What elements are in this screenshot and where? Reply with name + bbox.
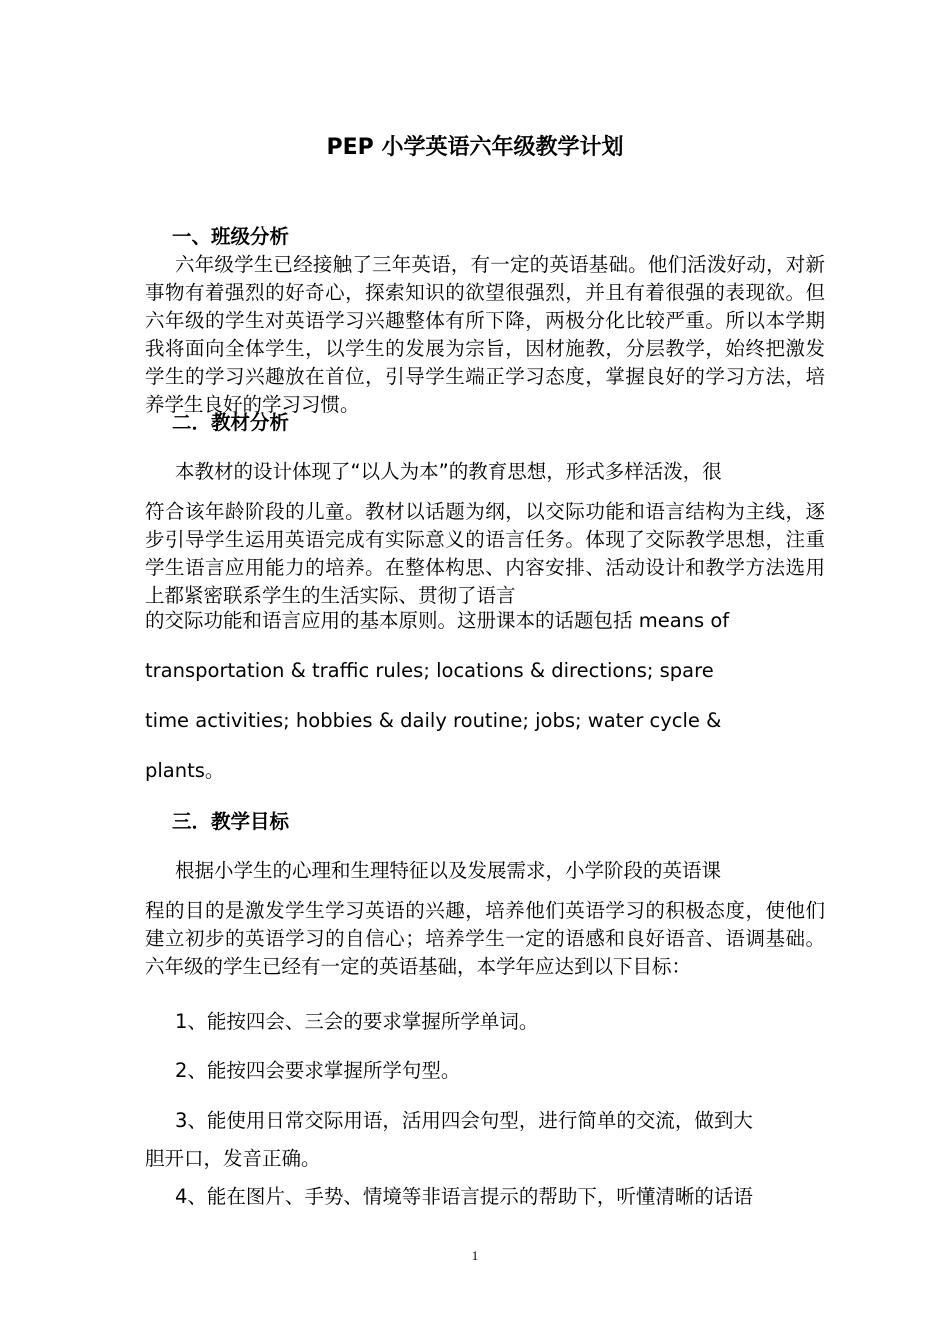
topics-line-3: time activities; hobbies & daily routine; jobs; water cycle &	[145, 709, 722, 732]
topics-line-2: transportation & traffic rules; locations & directions; spare	[145, 659, 714, 682]
page-number: 1	[471, 1248, 479, 1263]
paragraph-goals-body: 程的目的是激发学生学习英语的兴趣，培养他们英语学习的积极态度，使他们建立初步的英语学习的自信心；培养学生一定的语感和良好语音、语调基础。六年级的学生已经有一定的英语基础，本学年应达到以下目标：	[145, 899, 825, 978]
paragraph-textbook-line1: 本教材的设计体现了“以人为本”的教育思想，形式多样活泼，很	[175, 460, 722, 483]
goal-item-3-continued: 胆开口，发音正确。	[145, 1147, 321, 1170]
goal-item-3: 3、能使用日常交际用语，活用四会句型，进行简单的交流，做到大	[175, 1109, 753, 1132]
goal-item-1: 1、能按四会、三会的要求掌握所学单词。	[175, 1010, 539, 1033]
paragraph-class-analysis: 六年级学生已经接触了三年英语，有一定的英语基础。他们活泼好动，对新事物有着强烈的好奇心，探索知识的欲望很强烈，并且有着很强的表现欲。但六年级的学生对英语学习兴趣整体有所下降，两极分化比较严重。所以本学期我将面向全体学生，以学生的发展为宗旨，因材施教，分层教学，始终把激发学生的学习兴趣放在首位，引导学生端正学习态度，掌握良好的学习方法，培养学生良好的学习习惯。	[145, 253, 825, 416]
section-heading-class-analysis: 一、班级分析	[172, 225, 290, 248]
paragraph-goals-line1: 根据小学生的心理和生理特征以及发展需求，小学阶段的英语课	[175, 859, 722, 882]
topics-line-4: plants。	[145, 759, 225, 782]
paragraph-textbook-topics-intro: 的交际功能和语言应用的基本原则。这册课本的话题包括 means of	[145, 609, 730, 632]
document-title: PEP 小学英语六年级教学计划	[326, 135, 624, 160]
section-heading-textbook-analysis: 二．教材分析	[172, 411, 290, 434]
goal-item-4: 4、能在图片、手势、情境等非语言提示的帮助下，听懂清晰的话语	[175, 1185, 753, 1208]
section-heading-teaching-goals: 三．教学目标	[172, 810, 290, 833]
goal-item-2: 2、能按四会要求掌握所学句型。	[175, 1059, 461, 1082]
paragraph-textbook-body: 符合该年龄阶段的儿童。教材以话题为纲，以交际功能和语言结构为主线，逐步引导学生运用英语完成有实际意义的语言任务。体现了交际教学思想，注重学生语言应用能力的培养。在整体构思、内容安排、活动设计和教学方法选用上都紧密联系学生的生活实际、贯彻了语言	[145, 500, 825, 607]
